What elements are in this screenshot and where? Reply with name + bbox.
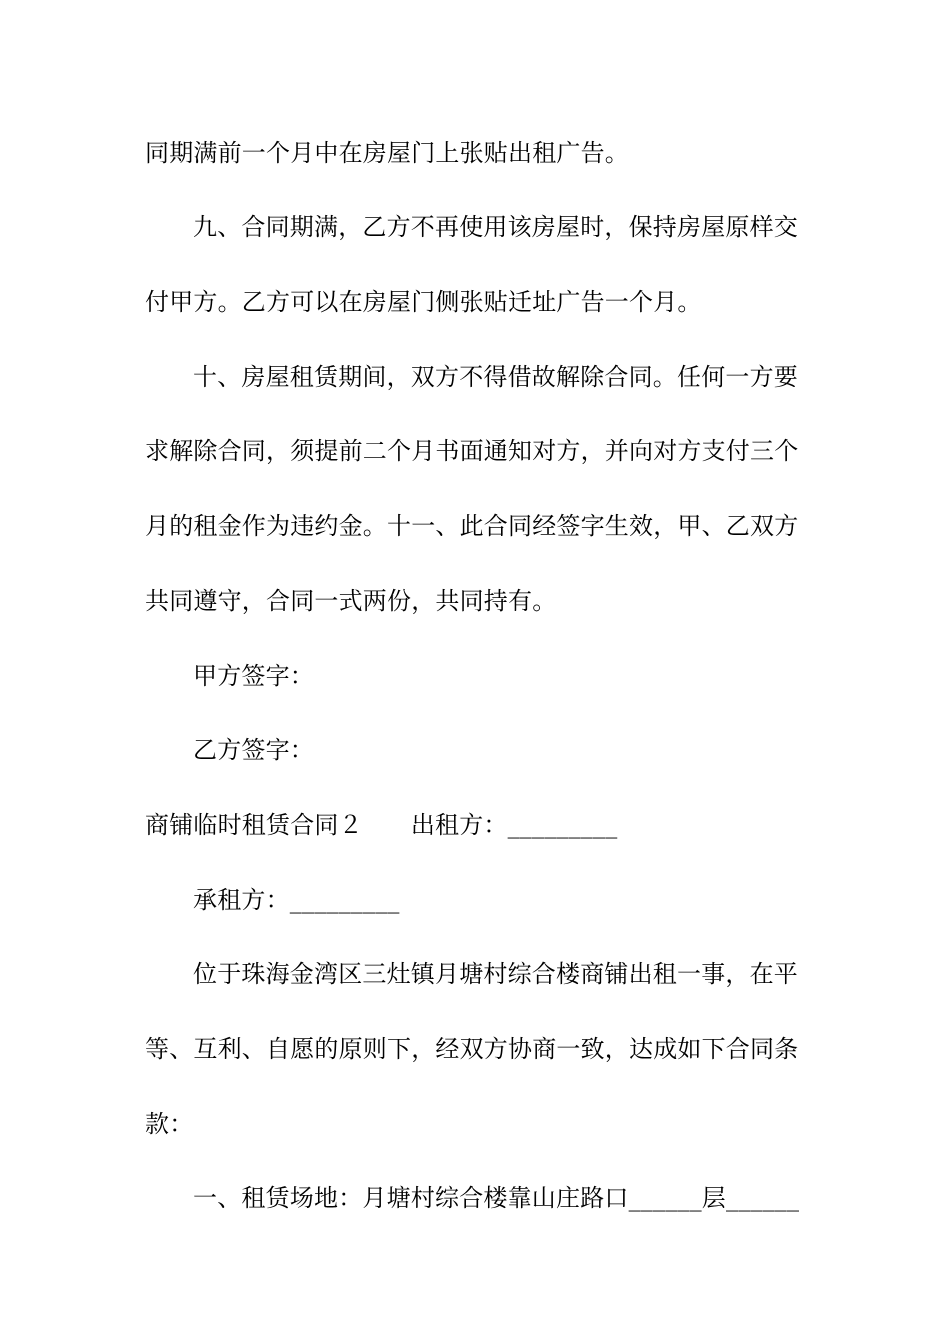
- clause-11-line: 共同遵守，合同一式两份，共同持有。: [145, 587, 557, 615]
- clause-10-line-1: 十、房屋租赁期间，双方不得借故解除合同。任何一方要: [193, 363, 798, 391]
- text-line-1: 同期满前一个月中在房屋门上张贴出租广告。: [145, 139, 629, 167]
- lessee-field: 承租方：_________: [193, 886, 400, 914]
- intro-line-1: 位于珠海金湾区三灶镇月塘村综合楼商铺出租一事，在平: [193, 960, 798, 988]
- contract-title: 商铺临时租赁合同２: [145, 811, 363, 839]
- clause-9-line-1: 九、合同期满，乙方不再使用该房屋时，保持房屋原样交: [193, 213, 798, 241]
- clause-9-line-2: 付甲方。乙方可以在房屋门侧张贴迁址广告一个月。: [145, 288, 702, 316]
- clause-10-line-2: 求解除合同，须提前二个月书面通知对方，并向对方支付三个: [145, 437, 799, 465]
- contract-title-line: [145, 810, 815, 840]
- party-b-signature: 乙方签字：: [193, 736, 314, 764]
- clause-1-line-1: 一、租赁场地：月塘村综合楼靠山庄路口______层______: [193, 1184, 800, 1212]
- party-a-signature: 甲方签字：: [193, 662, 314, 690]
- intro-line-3: 款：: [145, 1110, 194, 1138]
- lessor-field: 出租方：_________: [410, 811, 618, 839]
- clause-10-line-3: 月的租金作为违约金。十一、此合同经签字生效，甲、乙双方: [145, 512, 799, 540]
- intro-line-2: 等、互利、自愿的原则下，经双方协商一致，达成如下合同条: [145, 1035, 799, 1063]
